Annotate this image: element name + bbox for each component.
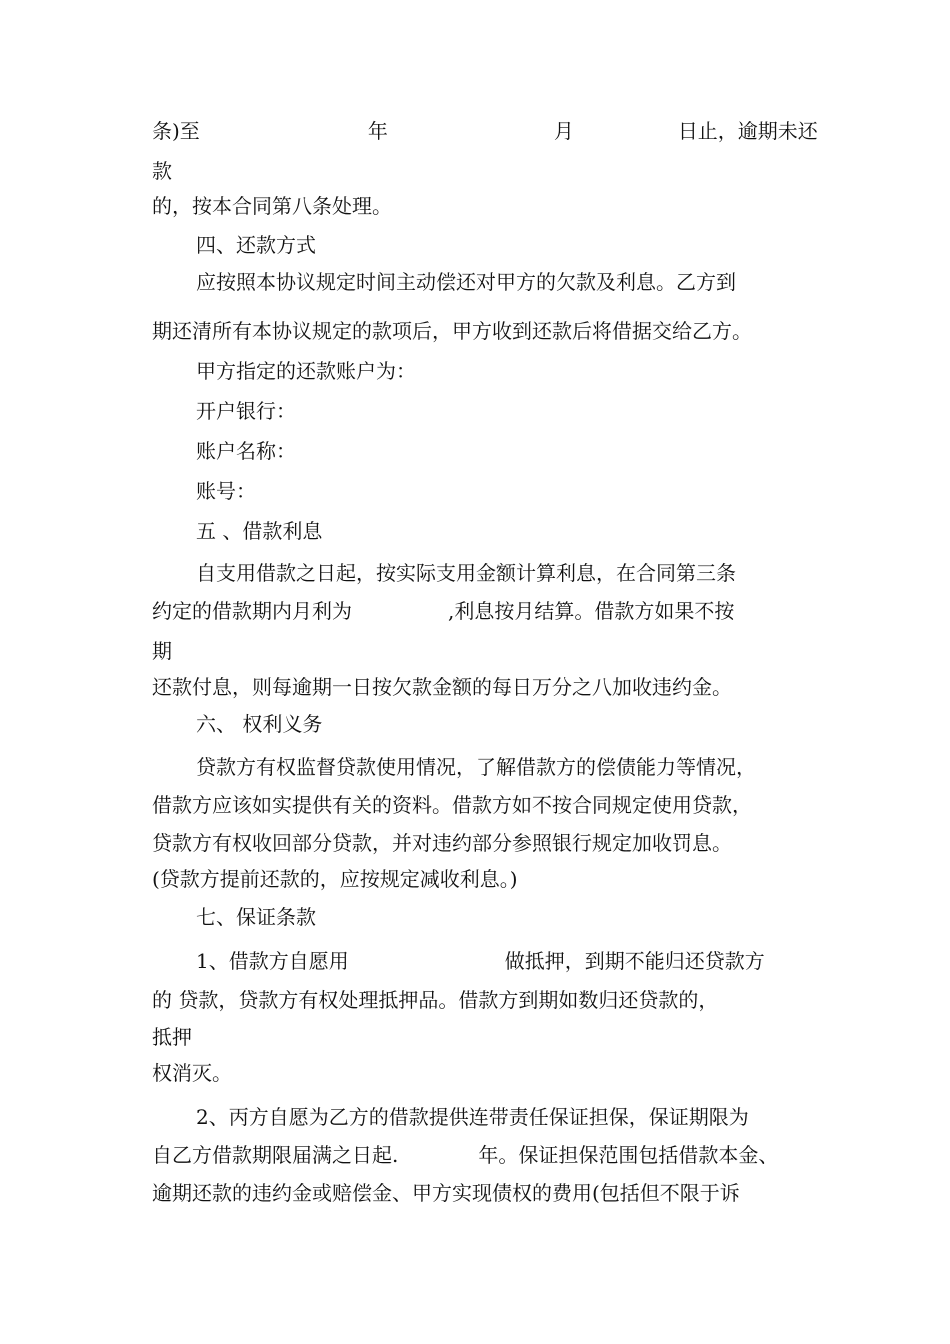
text-line: 约定的借款期内月利为 ,利息按月结算。借款方如果不按 — [152, 599, 735, 623]
text-line: 账号： — [196, 479, 256, 503]
text-line: 自支用借款之日起，按实际支用金额计算利息，在合同第三条 — [196, 561, 736, 585]
section-heading: 七、保证条款 — [196, 905, 316, 929]
text-line: 的，按本合同第八条处理。 — [152, 194, 392, 218]
text-line: 期还清所有本协议规定的款项后，甲方收到还款后将借据交给乙方。 — [152, 319, 752, 343]
section-heading: 五 、借款利息 — [196, 519, 323, 543]
text-line: 应按照本协议规定时间主动偿还对甲方的欠款及利息。乙方到 — [196, 270, 736, 294]
text-line: 贷款方有权监督贷款使用情况，了解借款方的偿债能力等情况， — [196, 755, 756, 779]
text-line: 款 — [152, 159, 172, 183]
text-line: 期 — [152, 639, 172, 663]
text-line: 还款付息，则每逾期一日按欠款金额的每日万分之八加收违约金。 — [152, 675, 732, 699]
section-heading: 六、 权利义务 — [196, 712, 323, 736]
text-line: (贷款方提前还款的，应按规定减收利息。) — [152, 867, 518, 891]
text-line: 借款方应该如实提供有关的资料。借款方如不按合同规定使用贷款， — [152, 793, 752, 817]
text-line: 抵押 — [152, 1025, 192, 1049]
text-line: 逾期还款的违约金或赔偿金、甲方实现债权的费用(包括但不限于诉 — [152, 1181, 740, 1205]
text-line: 开户银行： — [196, 399, 296, 423]
text-line: 账户名称： — [196, 439, 296, 463]
text-line: 权消灭。 — [152, 1061, 232, 1085]
text-line: 条)至 年 月 日止，逾期未还 — [152, 119, 818, 143]
text-line: 2、丙方自愿为乙方的借款提供连带责任保证担保，保证期限为 — [196, 1105, 749, 1129]
text-line: 自乙方借款期限届满之日起. 年。保证担保范围包括借款本金、 — [152, 1143, 779, 1167]
text-line: 贷款方有权收回部分贷款，并对违约部分参照银行规定加收罚息。 — [152, 831, 732, 855]
section-heading: 四、还款方式 — [196, 233, 316, 257]
text-line: 1、借款方自愿用 做抵押，到期不能归还贷款方 — [196, 949, 765, 973]
text-line: 甲方指定的还款账户为： — [196, 359, 416, 383]
text-line: 的 贷款，贷款方有权处理抵押品。借款方到期如数归还贷款的， — [152, 988, 719, 1012]
